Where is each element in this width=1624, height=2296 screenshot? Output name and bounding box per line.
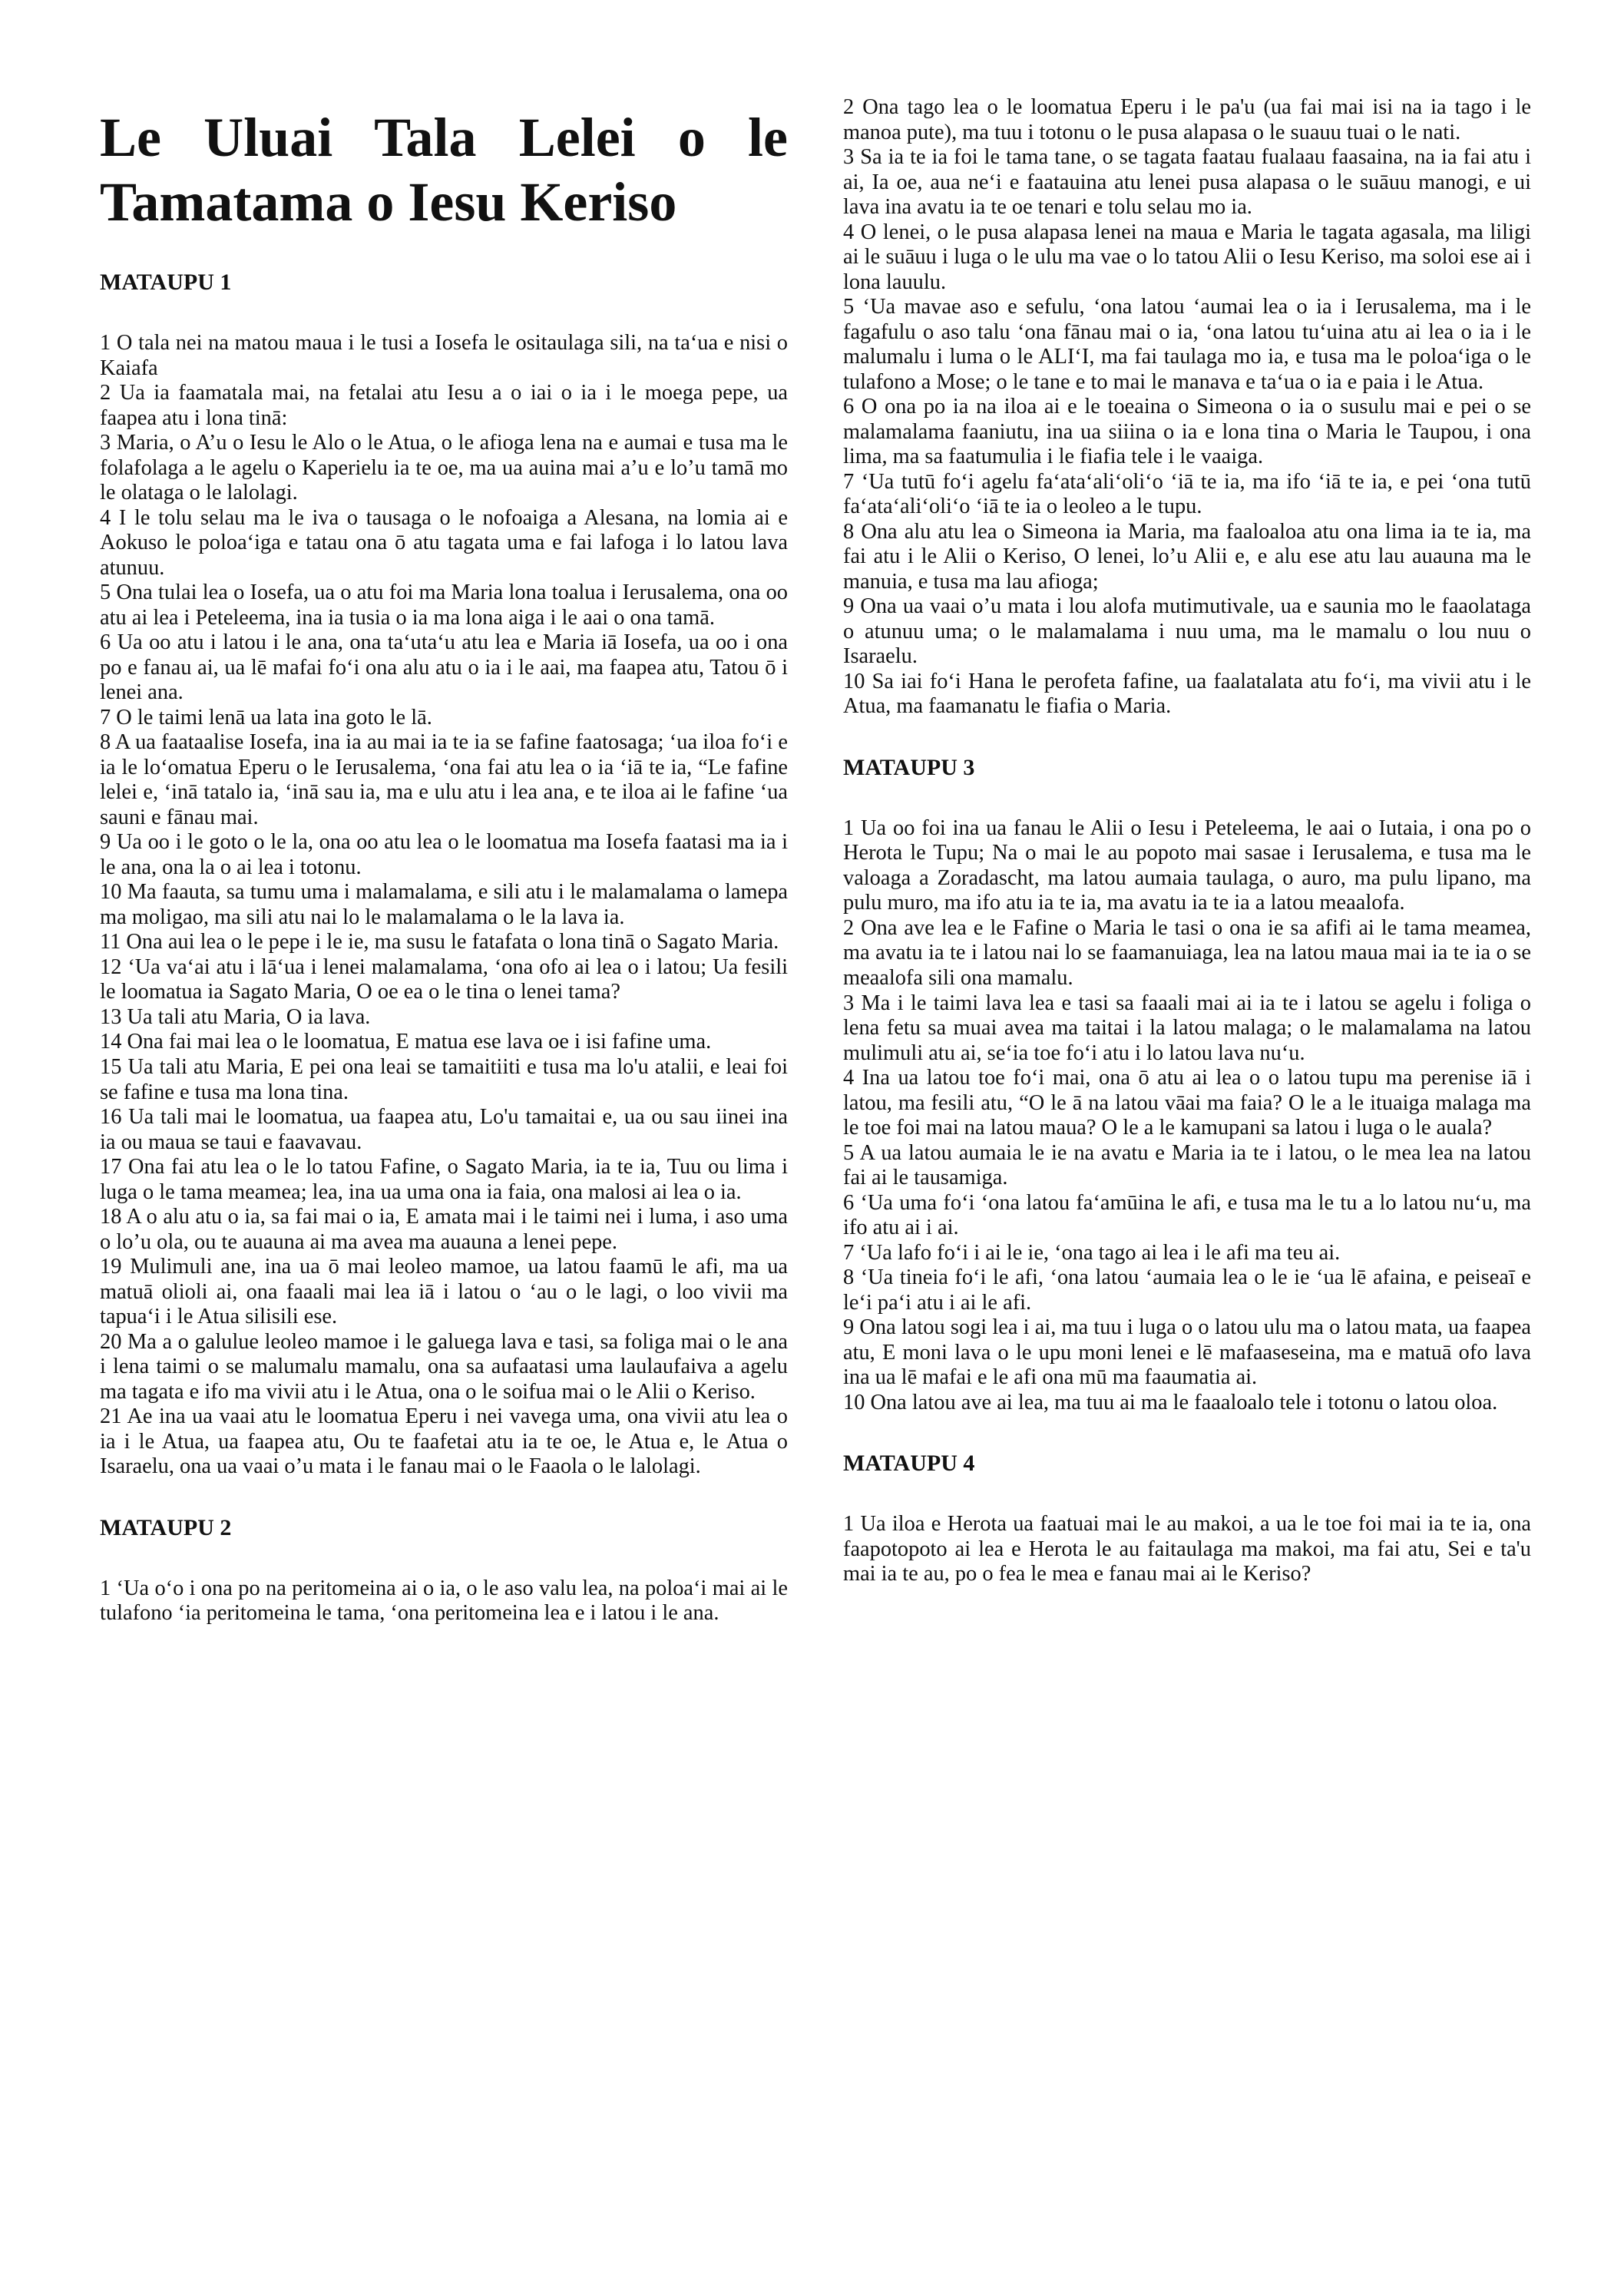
section-gap	[843, 720, 1531, 755]
chapter-4-heading: MATAUPU 4	[843, 1451, 975, 1477]
verse: 5 A ua latou aumaia le ie na avatu e Maria ia te i latou, o le mea lea na latou fai ai le tausamiga.	[843, 1140, 1531, 1190]
verse: 7 ‘Ua lafo fo‘i i ai le ie, ‘ona tago ai lea i le afi ma teu ai.	[843, 1240, 1341, 1265]
verse: 4 I le tolu selau ma le iva o tausaga o le nofoaiga a Alesana, na lomia ai e Aokuso le poloa‘iga e tatau ona ō atu tagata uma e fai lafoga i lo latou lava atunuu.	[100, 505, 788, 580]
verse: 4 Ina ua latou toe fo‘i mai, ona ō atu ai lea o o latou tupu ma perenise iā i latou, ma fesili atu, “O le ā na latou vāai ma faia? O le a le ituaiga malaga ma le toe foi mai na latou maua? O le a le kamupani sa latou i luga o le auala?	[843, 1066, 1531, 1140]
left-column	[100, 95, 788, 1626]
verse: 6 Ua oo atu i latou i le ana, ona ta‘uta‘u atu lea e Maria iā Iosefa, ua oo i ona po e fanau ai, ua lē mafai fo‘i ona alu atu o ia i le aai, ma faapea atu, Tatou ō i lenei ana.	[100, 630, 788, 705]
section-gap	[843, 1415, 1531, 1451]
verse: 13 Ua tali atu Maria, O ia lava.	[100, 1004, 371, 1029]
verse: 5 ‘Ua mavae aso e sefulu, ‘ona latou ‘aumai lea o ia i Ierusalema, ma i le fagafulu o aso talu ‘ona fānau mai o ia, ‘ona latou tu‘uina atu ai lea o ia i le malumalu i luma o le ALI‘I, ma fai taulaga mo ia, e tusa ma le poloa‘iga o le tulafono a Mose; o le tane e to mai le manava e ta‘ua o ia e paia i le Atua.	[843, 295, 1531, 394]
verse: 10 Ona latou ave ai lea, ma tuu ai ma le faaaloalo tele i totonu o latou oloa.	[843, 1390, 1498, 1414]
verse: 3 Maria, o A’u o Iesu le Alo o le Atua, o le afioga lena na e aumai e tusa ma le folafolaga a le agelu o Kaperielu ia te oe, ma ua auina mai a’u e lo’u tamā mo le olataga o le lalolagi.	[100, 431, 788, 505]
verse: 1 Ua iloa e Herota ua faatuai mai le au makoi, a ua le toe foi mai ia te ia, ona faapotopoto ai lea e Herota le au faitaulaga ma makoi, ma fai atu, Sei e ta'u mai ia te au, po o fea le mea e fanau mai ai le Keriso?	[843, 1512, 1531, 1586]
chapter-2-body-start	[100, 1576, 788, 1626]
chapter-3-body	[843, 816, 1531, 1415]
right-column	[843, 95, 1531, 1587]
verse: 11 Ona aui lea o le pepe i le ie, ma susu le fatafata o lona tinā o Sagato Maria.	[100, 930, 779, 954]
verse: 2 Ua ia faamatala mai, na fetalai atu Iesu a o iai o ia i le moega pepe, ua faapea atu i lona tinā:	[100, 381, 788, 430]
verse: 2 Ona tago lea o le loomatua Eperu i le pa'u (ua fai mai isi na ia tago i le manoa pute), ma tuu i totonu o le pusa alapasa o le suauu tuai o le nati.	[843, 95, 1531, 144]
page-title: Le Uluai Tala Lelei o le Tamatama o Iesu Keriso	[100, 107, 788, 233]
verse: 1 Ua oo foi ina ua fanau le Alii o Iesu i Peteleema, le aai o Iutaia, i ona po o Herota le Tupu; Na o mai le au popoto mai sasae i Ierusalema, e tusa ma le valoaga a Zoradascht, ma latou aumaia taulaga, o auro, ma pulu lipano, ma pulu muro, ma ifo atu ia te ia, ma avatu ia te ia a latou meaalofa.	[843, 816, 1531, 915]
verse: 8 Ona alu atu lea o Simeona ia Maria, ma faaloaloa atu ona lima ia te ia, ma fai atu i le Alii o Keriso, O lenei, lo’u Alii e, e alu ese atu lau auauna ma le manuia, e tusa ma lau afioga;	[843, 519, 1531, 594]
verse: 19 Mulimuli ane, ina ua ō mai leoleo mamoe, ua latou faamū le afi, ma ua matuā olioli ai, ona faaali mai lea iā i latou o ‘au o le lagi, o loo vivii ma tapua‘i i le Atua silisili ese.	[100, 1255, 788, 1329]
chapter-1-body	[100, 331, 788, 1480]
verse: 3 Ma i le taimi lava lea e tasi sa faaali mai ai ia te i latou se agelu i foliga o lena fetu sa muai avea ma taitai i la latou malaga; o le malamalama na latou mulimuli atu ai, se‘ia toe fo‘i atu i lo latou lava nu‘u.	[843, 991, 1531, 1065]
verse: 10 Ma faauta, sa tumu uma i malamalama, e sili atu i le malamalama o lamepa ma moligao, ma sili atu nai lo le malamalama o le la lava ia.	[100, 880, 788, 929]
verse: 5 Ona tulai lea o Iosefa, ua o atu foi ma Maria lona toalua i Ierusalema, ona oo atu ai lea i Peteleema, ina ia tusia o ia ma lona aiga i le aai o ona tamā.	[100, 581, 788, 630]
verse: 15 Ua tali atu Maria, E pei ona leai se tamaitiiti e tusa ma lo'u atalii, e leai foi se fafine e tusa ma lona tina.	[100, 1054, 788, 1104]
verse: 8 ‘Ua tineia fo‘i le afi, ‘ona latou ‘aumaia lea o le ie ‘ua lē afaina, e peiseaī e le‘i pa‘i atu i ai le afi.	[843, 1265, 1531, 1315]
verse: 9 Ona latou sogi lea i ai, ma tuu i luga o o latou ulu ma o latou mata, ua faapea atu, E moni lava o le upu moni lenei e lē mafaaseseina, ma e matuā ofo lava ina ua lē mafai e le afi ona mū ma faaumatia ai.	[843, 1315, 1531, 1390]
verse: 2 Ona ave lea e le Fafine o Maria le tasi o ona ie sa afifi ai le tama meamea, ma avatu ia te i latou nai lo se faamanuiaga, lea na latou maua mai ia te ia o se meaalofa sili ona mamalu.	[843, 915, 1531, 990]
verse: 8 A ua faataalise Iosefa, ina ia au mai ia te ia se fafine faatosaga; ‘ua iloa fo‘i e ia le lo‘omatua Eperu o le Ierusalema, ‘ona fai atu lea o ia ‘iā te ia, “Le fafine lelei e, ‘inā tatalo ia, ‘inā sau ia, ma e ulu atu i lea ana, e te iloa ai le fafine ‘ua sauni e fānau mai.	[100, 730, 788, 829]
verse: 21 Ae ina ua vaai atu le loomatua Eperu i nei vavega uma, ona vivii atu lea o ia i le Atua, ua faapea atu, Ou te faafetai atu ia te oe, le Atua e, le Atua o Isaraelu, ona ua vaai o’u mata i le fanau mai o le Faaola o le lalolagi.	[100, 1404, 788, 1479]
chapter-4-body	[843, 1512, 1531, 1587]
chapter-2-body-continued	[843, 95, 1531, 720]
verse: 12 ‘Ua va‘ai atu i lā‘ua i lenei malamalama, ‘ona ofo ai lea o i latou; Ua fesili le loomatua ia Sagato Maria, O oe ea o le tina o lenei tama?	[100, 954, 788, 1004]
verse: 6 O ona po ia na iloa ai e le toeaina o Simeona o ia o susulu mai e pei o se malamalama faaniutu, ina ua siiina o ia e lona tina o Maria le Taupou, i ona lima, ma sa faatumulia i le fiafia tele i le vaaiga.	[843, 395, 1531, 469]
verse: 10 Sa iai fo‘i Hana le perofeta fafine, ua faalatalata atu fo‘i, ma vivii atu i le Atua, ma faamanatu le fiafia o Maria.	[843, 669, 1531, 719]
verse: 6 ‘Ua uma fo‘i ‘ona latou fa‘amūina le afi, e tusa ma le tu a lo latou nu‘u, ma ifo atu ai i ai.	[843, 1190, 1531, 1240]
verse: 7 ‘Ua tutū fo‘i agelu fa‘ata‘ali‘oli‘o ‘iā te ia, ma ifo ‘iā te ia, e pei ‘ona tutū fa‘ata‘ali‘oli‘o ‘iā te ia o leoleo a le tupu.	[843, 469, 1531, 519]
chapter-3-heading: MATAUPU 3	[843, 754, 975, 780]
verse: 14 Ona fai mai lea o le loomatua, E matua ese lava oe i isi fafine uma.	[100, 1030, 712, 1054]
chapter-1-heading: MATAUPU 1	[100, 270, 232, 296]
verse: 1 ‘Ua o‘o i ona po na peritomeina ai o ia, o le aso valu lea, na poloa‘i mai ai le tulafono ‘ia peritomeina le tama, ‘ona peritomeina lea e i latou i le ana.	[100, 1576, 788, 1626]
verse: 4 O lenei, o le pusa alapasa lenei na maua e Maria le tagata agasala, ma liligi ai le suāuu i luga o le ulu ma vae o lo tatou Alii o Iesu Keriso, ma soloi ese ai i lona lauulu.	[843, 220, 1531, 294]
chapter-2-heading: MATAUPU 2	[100, 1514, 232, 1540]
verse: 9 Ua oo i le goto o le la, ona oo atu lea o le loomatua ma Iosefa faatasi ma ia i le ana, ona la o ai lea i totonu.	[100, 830, 788, 879]
verse: 7 O le taimi lenā ua lata ina goto le lā.	[100, 705, 432, 729]
verse: 17 Ona fai atu lea o le lo tatou Fafine, o Sagato Maria, ia te ia, Tuu ou lima i luga o le tama meamea; lea, ina ua uma ona ia faia, ona malosi ai lea o ia.	[100, 1155, 788, 1204]
verse: 3 Sa ia te ia foi le tama tane, o se tagata faatau fualaau faasaina, na ia fai atu i ai, Ia oe, aua ne‘i e faatauina atu lenei pusa alapasa o le suāuu manogi, e ui lava ina avatu ia te oe tenari e tolu selau mo ia.	[843, 145, 1531, 220]
section-gap	[100, 1480, 788, 1515]
verse: 16 Ua tali mai le loomatua, ua faapea atu, Lo'u tamaitai e, ua ou sau iinei ina ia ou maua se taui e faavavau.	[100, 1105, 788, 1154]
verse: 9 Ona ua vaai o’u mata i lou alofa mutimutivale, ua e saunia mo le faaolataga o atunuu uma; o le malamalama i nuu uma, ma le mamalu o lou nuu o Isaraelu.	[843, 594, 1531, 669]
verse: 18 A o alu atu o ia, sa fai mai o ia, E amata mai i le taimi nei i luma, i aso uma o lo’u ola, ou te auauna ai ma avea ma auauna a lenei pepe.	[100, 1205, 788, 1254]
verse: 20 Ma a o galulue leoleo mamoe i le galuega lava e tasi, sa foliga mai o le ana i lena taimi o se malumalu mamalu, ona sa aufaatasi uma laulaufaiva a agelu ma tagata e ifo ma vivii atu i le Atua, ona o le soifua mai o le Alii o Keriso.	[100, 1329, 788, 1404]
verse: 1 O tala nei na matou maua i le tusi a Iosefa le ositaulaga sili, na ta‘ua e nisi o Kaiafa	[100, 331, 788, 380]
